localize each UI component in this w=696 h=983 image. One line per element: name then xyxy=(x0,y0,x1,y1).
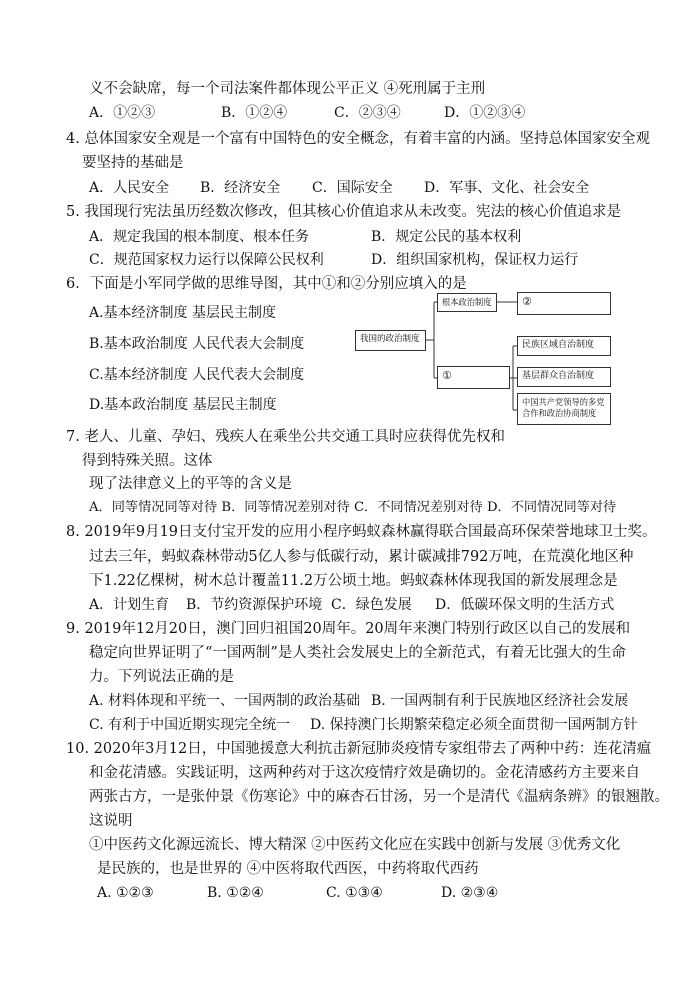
q8-stem-line2: 过去三年，蚂蚁森林带动5亿人参与低碳行动，累计碳减排792万吨，在荒漠化地区种 xyxy=(89,549,634,565)
map-ethnic-autonomy-box: 民族区域自治制度 xyxy=(517,336,611,356)
map-fundamental-system-box: 根本政治制度 xyxy=(437,293,497,312)
q9-option-a: A. 材料体现和平统一、一国两制的政治基础 xyxy=(89,693,361,709)
map-blank-1-box: ① xyxy=(437,366,510,389)
q9-option-b: B. 一国两制有利于民族地区经济社会发展 xyxy=(371,693,629,709)
q4-stem-line1: 4. 总体国家安全观是一个富有中国特色的安全概念，有着丰富的内涵。坚持总体国家安全观 xyxy=(66,131,650,147)
q6-stem: 6．下面是小军同学做的思维导图，其中①和②分别应填入的是 xyxy=(66,276,467,292)
q9-stem-line2: 稳定向世界证明了“一国两制”是人类社会发展史上的全新范式，有着无比强大的生命 xyxy=(89,645,626,661)
q6-option-c: C.基本经济制度 人民代表大会制度 xyxy=(89,367,305,383)
q9-stem-line3: 力。下列说法正确的是 xyxy=(89,669,234,685)
map-multiparty-line1: 中国共产党领导的多党 xyxy=(522,397,605,407)
q3-option-b: B．①②④ xyxy=(221,105,288,121)
q4-option-b: B．经济安全 xyxy=(200,180,281,196)
q10-option-d: D. ②③④ xyxy=(441,885,499,901)
q8-option-a: A．计划生育 xyxy=(89,597,170,613)
q5-stem: 5. 我国现行宪法虽历经数次修改，但其核心价值追求从未改变。宪法的核心价值追求是 xyxy=(66,204,621,220)
q10-stem-line4: 这说明 xyxy=(89,813,133,829)
q8-stem-line3: 下1.22亿棵树，树木总计覆盖11.2万公顷土地。蚂蚁森林体现我国的新发展理念是 xyxy=(89,573,618,589)
q3-option-d: D．①②③④ xyxy=(444,105,526,121)
map-multiparty-box xyxy=(517,393,611,425)
q5-option-b: B．规定公民的基本权利 xyxy=(371,229,522,245)
q8-stem-line1: 8. 2019年9月19日支付宝开发的应用小程序蚂蚁森林赢得联合国最高环保荣誉地球卫士奖。 xyxy=(66,524,657,540)
q3-continuation: 义不会缺席，每一个司法案件都体现公平正义 ④死刑属于主刑 xyxy=(89,81,486,97)
map-root-box: 我国的政治制度 xyxy=(355,330,426,351)
q5-option-a: A．规定我国的根本制度、根本任务 xyxy=(89,229,310,245)
q6-option-a: A.基本经济制度 基层民主制度 xyxy=(89,305,277,321)
q10-statements-line2: 是民族的，也是世界的 ④中医将取代西医，中药将取代西药 xyxy=(97,861,479,877)
q10-option-c: C. ①③④ xyxy=(326,885,383,901)
q6-option-b: B.基本政治制度 人民代表大会制度 xyxy=(89,336,305,352)
q8-option-c: C．绿色发展 xyxy=(331,597,412,613)
q10-stem-line2: 和金花清感。实践证明，这两种药对于这次疫情疗效是确切的。金花清感药方主要来自 xyxy=(89,765,640,781)
q4-option-d: D．军事、文化、社会安全 xyxy=(424,180,590,196)
q3-option-a: A．①②③ xyxy=(89,105,156,121)
q10-statements-line1: ①中医药文化源远流长、博大精深 ②中医药文化应在实践中创新与发展 ③优秀文化 xyxy=(89,837,621,853)
map-blank-2-box: ② xyxy=(517,292,611,315)
q4-stem-line2: 要坚持的基础是 xyxy=(82,155,184,171)
q5-option-c: C．规范国家权力运行以保障公民权利 xyxy=(89,252,324,268)
q10-stem-line1: 10. 2020年3月12日，中国驰援意大利抗击新冠肺炎疫情专家组带去了两种中药：连花清瘟 xyxy=(66,741,652,757)
q9-option-c: C. 有利于中国近期实现完全统一 xyxy=(89,717,291,733)
q8-option-b: B．节约资源保护环境 xyxy=(186,597,323,613)
q7-options: A．同等情况同等对待 B．同等情况差别对待 C．不同情况差别对待 D．不同情况同等对待 xyxy=(89,500,617,515)
q8-option-d: D．低碳环保文明的生活方式 xyxy=(435,597,615,613)
q10-option-a: A. ①②③ xyxy=(97,885,154,901)
q9-option-d: D. 保持澳门长期繁荣稳定必须全面贯彻一国两制方针 xyxy=(310,717,638,733)
q7-stem-line1: 7. 老人、儿童、孕妇、残疾人在乘坐公共交通工具时应获得优先权和 xyxy=(66,429,505,445)
q7-stem-line3: 现了法律意义上的平等的含义是 xyxy=(89,476,292,492)
q6-option-d: D.基本政治制度 基层民主制度 xyxy=(89,397,277,413)
q3-option-c: C．②③④ xyxy=(334,105,401,121)
map-multiparty-line2: 合作和政治协商制度 xyxy=(522,408,597,418)
q9-stem-line1: 9. 2019年12月20日，澳门回归祖国20周年。20周年来澳门特别行政区以自己的发展和 xyxy=(66,621,631,637)
q10-stem-line3: 两张古方，一是张仲景《伤寒论》中的麻杏石甘汤，另一个是清代《温病条辨》的银翘散。 xyxy=(89,789,669,805)
q4-option-c: C．国际安全 xyxy=(312,180,393,196)
map-grassroots-autonomy-box: 基层群众自治制度 xyxy=(517,367,611,387)
q7-stem-line2: 得到特殊关照。这体 xyxy=(82,453,213,469)
q4-option-a: A．人民安全 xyxy=(89,180,170,196)
q5-option-d: D．组织国家机构，保证权力运行 xyxy=(371,252,579,268)
q10-option-b: B. ①②④ xyxy=(207,885,264,901)
